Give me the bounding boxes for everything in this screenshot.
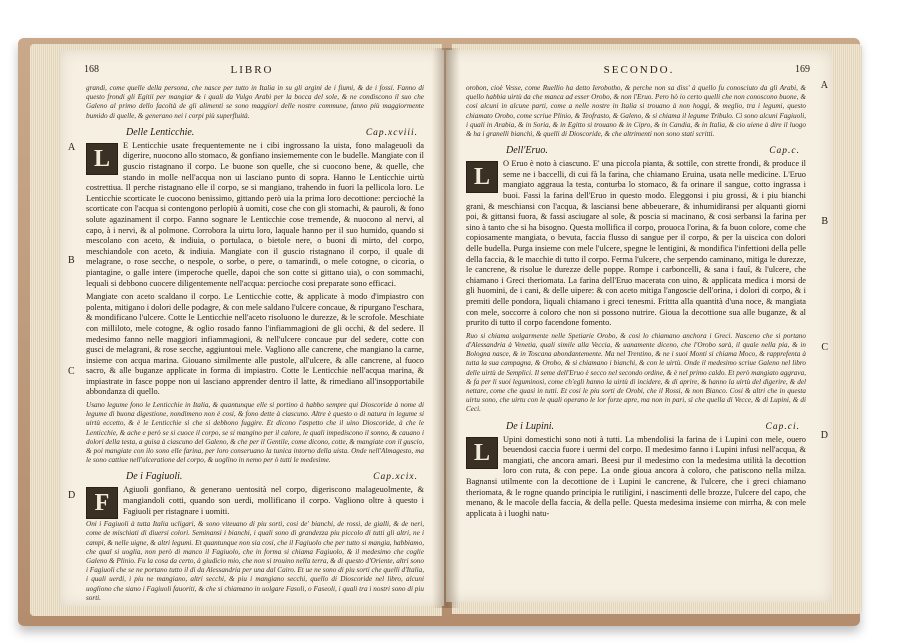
right-intro-text: orobon, cioè Vesse, come Ruellio ha detto Ierobotho, & perche non sa diss' à quello fu conosciuto da gli Arabi, & quello habbia uirtù da che manca ad esser Orobo, & non l'Eruo. Pero hò io certo quelli che non conoscono buone, & cosi alcuni in alcune parti, come a nelle nostre in Italia si trouano à non hoggi, & meglio, tra i legumi, questo chiamato Orobo, come scriue Plinio, & Teofrasto, & Galeno, & si chiama il legume Tribulo. Ci sono alcuni Fagiuoli, i quali in Arabia, & in Soria, & in Egitto si trouano & in Cipro, & in Candia, & in Italia, & cio uiene à dire il luogo & ha i granelli bianchi, & quelli di Dioscoride, & che altrimenti non sono stati scritti. <box>466 84 806 139</box>
chapter-98-text: E Lenticchie usate frequentemente ne i cibi ingrossano la uista, fono malageuoli da digerire, nuocono allo stomaco, & gonfiano insiememente con le budelle. Mangiate con il guscio ristagnano il corpo. Le buone son quelle, che si cuocono bene, & quelle, che stando in molle nell'acqua non ui lasciano punto di sopra. Hanno le Lenticchie uirtù costrettiua. Il perche ristagnano elle il corpo, se si mangiano, trahendo in fuori la pellicola loro. Le Lenticchie scorticate le cuocono benissimo, gittando però uia la prima loro decottione: perciochè la scorticate con l'acqua si contengono perlopiù à uomiti, cose che con gli stomachi, & pauroli, & fono solute agazinament il corpo. Fanno sognare le Lenticchie cose tremende, & nuocono al nervi, al capo, à i nervi, & al polmone. Corrobora la uirtu loro, laquale hanno per il suo humido, quando si mescolano con aceto, & indiuia, o portulaca, o bietole nere, o buoni di mirto, del corpo, meschiandole con aceto, & indiuia. Mangiate con il guscio ristagnano il corpo, il quale di melagrane, o rose secche, o nespole, o sorbe, o pere, o tamarindi, o mele cotogne, o cicoria, o piantagine, o galle intere (imperoche quelle, dapoi che son cotte si gittano uia), o con sommachi, lequali si debbono cuocere diligentemente nell'acqua: percioche cosi preparate sono efficaci. <box>86 140 424 288</box>
chapter-99-title: De i Fagiuoli. <box>126 471 183 483</box>
chapter-100-initial: L <box>466 161 498 193</box>
chapter-99-number: Cap.xcix. <box>373 472 418 483</box>
chapter-101-heading <box>506 421 800 432</box>
left-margin-letter-c: C <box>68 366 75 377</box>
chapter-100-commentary: Ruo si chiama uolgarmente nelle Spetiarie Orobo, & cosi lo chiamano anchora i Greci. Nasceno che si portano d'Alessandria à Venetia, quali simile alla Veccia, & uanamente diceno, che l'Orobo sarà, il quale nella pia, & in Bologna nasce, & in Toscana abondantemente. Ma nel Trentino, & ne i suoi Monti si chiama Moco, & rapprefenta à tutta la sua campagna, & Orobo, & si chiamano i bianchi, & con le uirtù. Onde il medesimo scriue Galeno nel libro delle uirtù de Semplici. Il seme dell'Eruo è secco nel secondo ordine, & è nel primo caldo. Et però mangiato aggrava, & fa per li suoi leguminosi, come ch'egli hanno la uirtù di incidere, & di aprire, & hanno la uirtù del digerire, & del nettare, come che quasi in tutti. Et cosi le piu sorti de Orobi, che il Rossi, & non Bianco. Cosi & altri che in questa uirtu sono, che uirtu con le quali operano le lor forze apre, ma non in pari, sì che quella di Vecce, & di Lupini, & di Ceci. <box>466 331 806 414</box>
chapter-100-body <box>466 159 806 329</box>
right-margin-letter-b: B <box>821 216 828 227</box>
left-margin-letter-a: A <box>68 142 76 153</box>
chapter-99-body <box>86 485 424 517</box>
chapter-99-text: Agiuoli gonfiano, & generano uentosità nel corpo, digeriscono malageuolmente, & mangiandoli cotti, quando son uerdi, mollificano il corpo. Vagliono oltre à questo i Fagiuoli per ristagnare i uomiti. <box>123 485 424 516</box>
left-running-title: LIBRO <box>230 64 274 76</box>
chapter-99-heading <box>126 471 418 482</box>
chapter-101-body <box>466 435 806 520</box>
left-margin-letter-d: D <box>68 490 76 501</box>
right-page <box>446 50 832 602</box>
chapter-98-title: Delle Lenticchie. <box>126 126 195 138</box>
right-running-title: SECONDO. <box>603 64 675 76</box>
right-page-number: 169 <box>795 64 810 75</box>
chapter-98-number: Cap.xcviii. <box>365 127 418 138</box>
chapter-99-initial: F <box>86 487 118 519</box>
left-page <box>60 50 444 606</box>
chapter-98-text-continued: Mangiate con aceto scaldano il corpo. Le Lenticchie cotte, & applicate à modo d'impiastro con polenta, mitigano i dolori delle podagre, & con mele saldano l'ulcere concaue, & ripurgano l'eschara, & mondificano l'ulcere. Cotte le Lenticchie nell'aceto risoluono le durezze, & le scrofole. Meschiate con milliloto, mele cotogne, & oglio rosado fanno l'infiammagioni de gli occhi, & del sedere. Il medesimo fanno nelle maggiori infiammagioni, & nell'ulcere concaue pur del sedere, cotte con gusci de melagrani, & rose secche, aggiuntoui mele. Vagliono alle cancrene, che mangiano la carne, insieme con acqua marina. Giouano similmente alle pustole, all'ulcere, & alle cancrene, al fuoco sacro, & alle buganze applicate in forma di impiastro. Cotte le Lenticchie nell'acqua marina, & impiastrate in fasce poppe non ui lasciano apprender dentro il latte, & rimediano all'insopportabile abbondanza di quello. <box>86 292 424 397</box>
left-intro-text: grandi, come quelle della persona, che nasce per tutto in Italia in su gli argini de i fiumi, & de i fossi. Fanno di questo frondi gli Egitii per mangiar & i quali da Vulgo Arabi per la bocca del sole, & ne condiscono il suo che Galeno al primo dello facoltà de gli alimenti se sono maggiori delle nostre commune, fanno più maggiormente bumido di quelle, & generano nei i corpi più superfluità. <box>86 84 424 120</box>
chapter-100-title: Dell'Eruo. <box>506 145 548 157</box>
right-margin-letter-a: A <box>820 80 828 91</box>
chapter-98-commentary: Usano legume fono le Lenticchie in Italia, & quantunque elle si portino à habbo sempre qui Dioscoride à nome di legume di buona digestione, nondimeno non è cosi, & fono dette à ciascuno. Altre è questo o di natura in legume si uirtù eccetto, & è le Lenticchie sì che si debbono fuggire. Et dicono l'aspetto che il uino Dioscoride, à che le Lenticchie, & ache e però se si cuoce il corpo, se si mangino per il calore, le quali impediscono il sonno, & cauano i dolori della testa, a guisa à ciascuno del Galeno, & che per il Gentile, come dicono, cotte, & mangiate con il guscio, & poi mangiate con ilo sono elle farina, per loro conseruano la tunica intorno della uista. Onde nell'Almagesto, ma le sono cattiue nell'ulceratione del corpo, & uoglino in nemo per ò tutti le medesime. <box>86 401 424 465</box>
chapter-100-number: Cap.c. <box>769 146 800 157</box>
right-margin-letter-d: D <box>820 430 828 441</box>
chapter-99-commentary: Oni i Fagiuoli à tutta Italia ucligari, & sono viteuano di piu sorti, cosi de' bianchi, de rossi, de gialli, & de neri, come de mischiati di diuersi colori. Seminansi i bianchi, i quali sono di grandezza piu piccolo di tutti gli altri, ne i campi, & nelle uigne, & altri legumi. Et quantunque non sia cosi, che il Fagiuolo che per tutto si mangia, habbiamo, che qual si uoglia, non però di manco il Fagiuolo, che in forma si chiama Fagiuolo, & il medesimo che coglie Galeno & Plinio. Fu la cosa da certo, à giudicio mio, che non si trouino nella terra, & di questo d'Oriente, altri sono i Fagiuoli che se ne portano tutto il di da Alessandria per una dal Cairo. Et ue ne sono di piu sorti che quelli d'Italia, i quali uerdi, i piu ne mangiano, altri secchi, & piu i mangiano secchi, quello di Dioscoride nel libro, alcuni uogliono che siano i Fagiuoli fauoriti, & che si chiamano in uolgare Fasoli, o Faseoli, i quali tra i nostri sono di piu sorti. <box>86 520 424 602</box>
right-running-head <box>446 64 832 80</box>
chapter-101-number: Cap.ci. <box>765 421 800 432</box>
chapter-98-body <box>86 141 424 289</box>
chapter-101-title: De i Lupini. <box>506 420 555 432</box>
left-text-column <box>86 84 424 606</box>
right-text-column <box>466 84 806 522</box>
chapter-100-text: O Eruo è noto à ciascuno. E' una piccola pianta, & sottile, con strette frondi, & produce il seme ne i baccelli, di cui fà la farina, che chiamano Eruina, usata nelle medicine. L'Eruo mangiato aggraua la testa, conturba lo stomaco, & fa orinare il sangue, cotto ingrassa i buoi. Fassi la farina dell'Eruo in questo modo. Eleggonsi i piu grossi, & i piu bianchi grani, & meschiansi con l'acqua, & lasciansi bene abbeuerare, & inhumidiransi per alquanti giorni poi, & gittansi fuora, & fassi asciugare al sole, & poscia si macinano, & cosi serbansi la farina per sino à tanto che si ha bisogno. Questa mollifica il corpo, prouoca l'orina, & fa buon colore, come che copiosamente mangiata, o bevuta, faccia flusso di sangue per il corpo, & per la uiscica con dolori delle budella. Purga insieme con mele l'ulcere, spegne le lentigini, & mondifica l'infettioni della pelle della faccia, & le macchie di tutto il corpo. Ferma l'ulcere, che serpendo caminano, mitiga le durezze, le cancrene, & risolue le durezze delle poppe. Rompe i carboncelli, & sana i fauî, & l'ulcere, che chiamano i Greci theriomata. La farina dell'Eruo macerata con uino, & applicata medica i morsi de gli huomini, de i cani, & delle uipere: & con aceto mitiga l'angoscie dell'orina, i dolori di corpo, & i premiti delle pondora, liquali chiamano i greci tenesmi. Frittta alla quantità d'una noce, & mangiata con mele, soccorre à coloro che non si possono nutrire. Gioua la decottione sua alle buganze, & al prurito di tutto il corpo facendone fomento. <box>466 159 806 328</box>
left-page-number: 168 <box>84 64 99 75</box>
book-gutter <box>432 48 460 608</box>
left-running-head <box>60 64 444 80</box>
chapter-101-text: Upini domestichi sono noti à tutti. La mbendolisi la farina de i Lupini con mele, ouero beuendosi caccia fuore i uermi del corpo. Il medesimo fanno i Lupini infusi nell'acqua, & mangiati, che ancora amari. Beesi pur il medesimo con la medesima utilità la decottion loro con ruta, & con pepe. La onde gioua ancora à coloro, che patiscono nella milza. Bagnansi utilmente con la decottione de i Lupini le cancrene, & l'ulcere, che i greci chiamano theriomata, & le rogne quando principia le rutiligini, i nascimenti delle brozze, l'ulcere del capo, che menano, & le macole della faccia, & della pelle. Questa medesima insieme con mirrha, & con mele applicata à i luoghi natu- <box>466 434 806 518</box>
left-margin-letter-b: B <box>68 255 75 266</box>
chapter-100-heading <box>506 145 800 156</box>
chapter-98-initial: L <box>86 143 118 175</box>
chapter-98-heading <box>126 127 418 138</box>
right-margin-letter-c: C <box>821 342 828 353</box>
chapter-101-initial: L <box>466 437 498 469</box>
